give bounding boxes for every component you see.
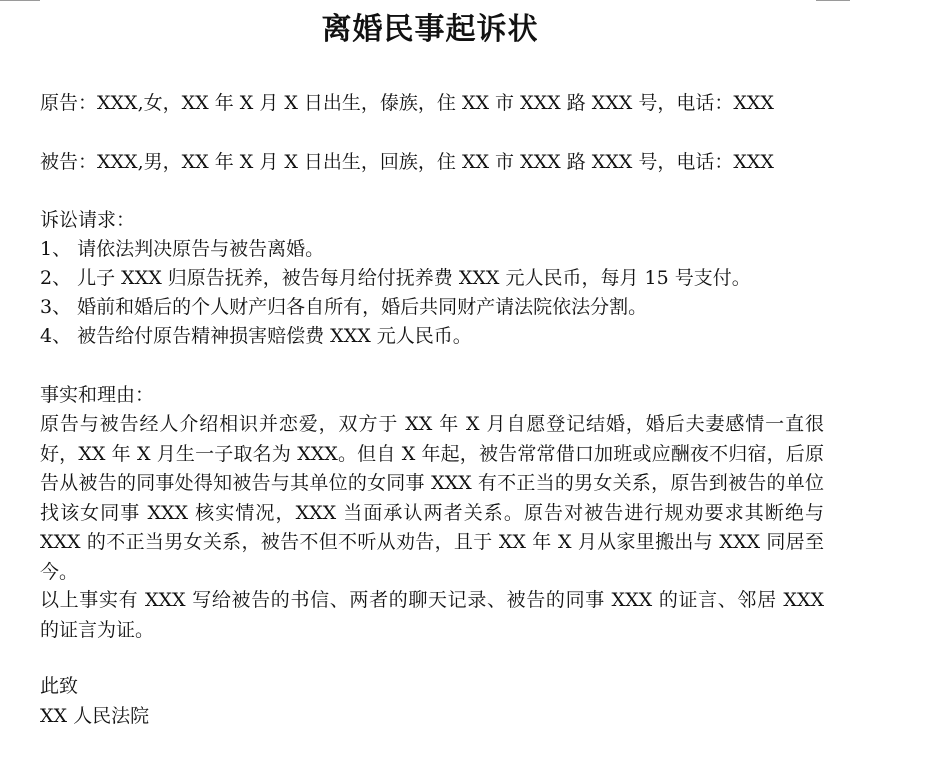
claims-heading: 诉讼请求： [40,209,136,231]
claim-item-2: 2、 儿子 XXX 归原告抚养，被告每月给付抚养费 XXX 元人民币，每月 15 号支付。 [40,267,751,289]
court-name: XX 人民法院 [40,705,150,727]
claim-item-3: 3、 婚前和婚后的个人财产归各自所有，婚后共同财产请法院依法分割。 [40,296,648,318]
page-corner-mark-left [0,0,40,1]
document-title: 离婚民事起诉状 [321,12,539,47]
page-corner-mark-right [816,0,850,1]
defendant-info: 被告：XXX,男，XX 年 X 月 X 日出生，回族，住 XX 市 XXX 路 XXX 号，电话：XXX [40,151,774,173]
claim-item-4: 4、 被告给付原告精神损害赔偿费 XXX 元人民币。 [40,325,472,347]
evidence-paragraph: 以上事实有 XXX 写给被告的书信、两者的聊天记录、被告的同事 XXX 的证言、邻居 XXX 的证言为证。 [40,589,824,641]
closing-salutation: 此致 [40,675,79,697]
claim-item-1: 1、 请依法判决原告与被告离婚。 [40,238,325,260]
facts-heading: 事实和理由： [40,384,155,406]
facts-paragraph: 原告与被告经人介绍相识并恋爱，双方于 XX 年 X 月自愿登记结婚，婚后夫妻感情一直很好，XX 年 X 月生一子取名为 XXX。但自 X 年起，被告常常借口加班或应酬夜不归宿，后原告从被告的同事处得知被告与其单位的女同事 XXX 有不正当的男女关系，原告到被告的单位找该女同事 XXX 核实情况，XXX 当面承认两者关系。原告对被告进行规劝要求其断绝与 XXX 的不正当男女关系，被告不但不听从劝告，且于 XX 年 X 月从家里搬出与 XXX 同居至今。 [40,413,824,583]
plaintiff-info: 原告：XXX,女，XX 年 X 月 X 日出生，傣族，住 XX 市 XXX 路 XXX 号，电话：XXX [40,92,774,114]
